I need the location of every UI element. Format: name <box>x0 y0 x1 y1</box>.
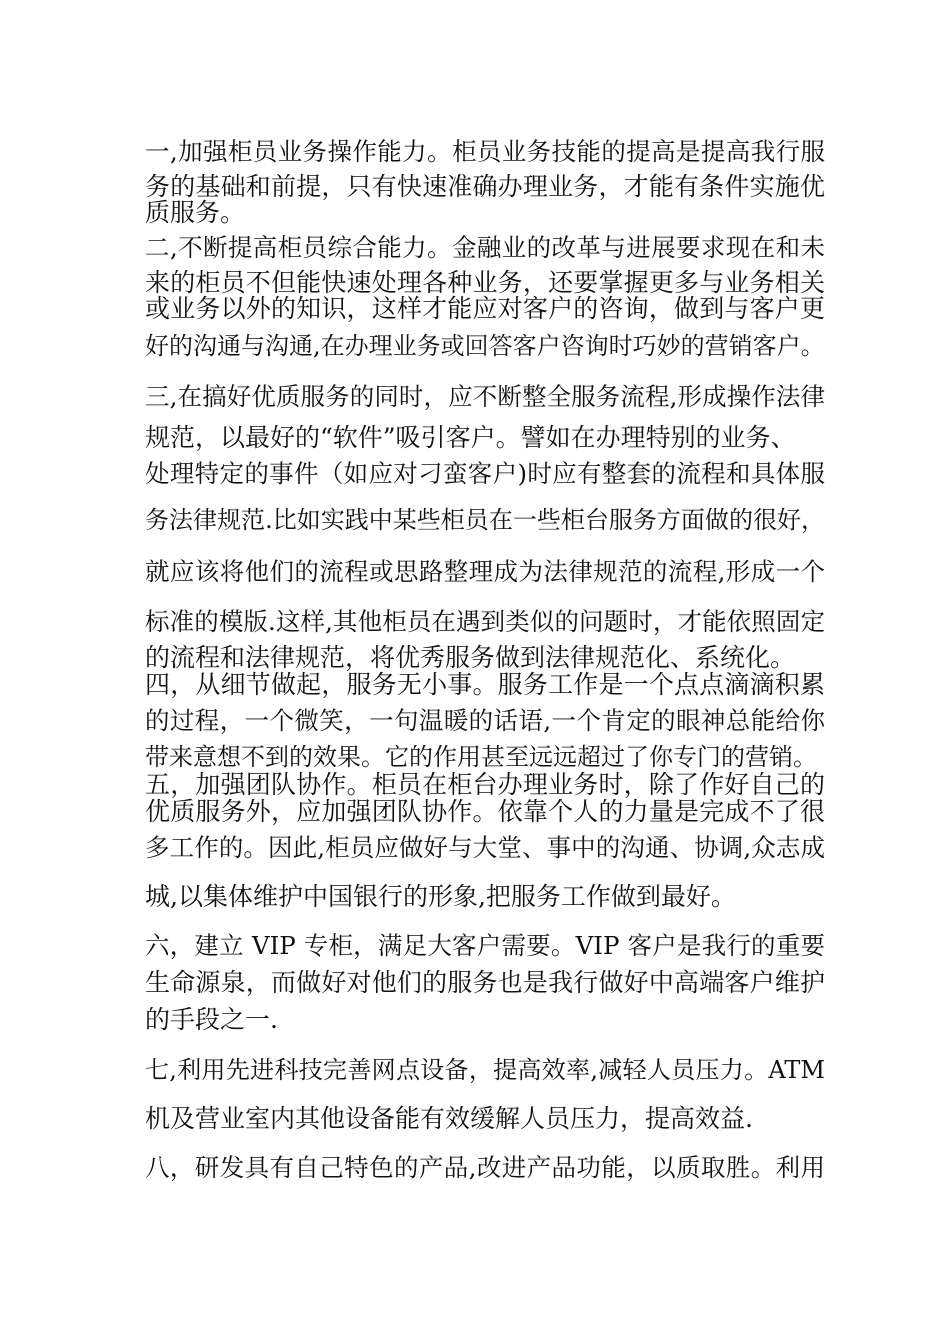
text-line: 的手段之一. <box>145 1005 278 1034</box>
text-line: 三,在搞好优质服务的同时，应不断整全服务流程,形成操作法律 <box>145 382 825 411</box>
text-line: 五，加强团队协作。柜员在柜台办理业务时，除了作好自己的 <box>145 770 825 799</box>
text-line: 处理特定的事件（如应对刁蛮客户)时应有整套的流程和具体服 <box>145 459 825 488</box>
text-line: 二,不断提高柜员综合能力。金融业的改革与进展要求现在和未 <box>145 233 825 262</box>
text-line: 带来意想不到的效果。它的作用甚至远远超过了你专门的营销。 <box>145 743 817 771</box>
text-line: 好的沟通与沟通,在办理业务或回答客户咨询时巧妙的营销客户。 <box>145 332 825 360</box>
text-line: 规范，以最好的“软件”吸引客户。譬如在办理特别的业务、 <box>145 423 796 452</box>
text-line: 标准的模版.这样,其他柜员在遇到类似的问题时，才能依照固定 <box>145 607 825 636</box>
text-line: 或业务以外的知识，这样才能应对客户的咨询，做到与客户更 <box>145 294 825 323</box>
text-line: 八，研发具有自己特色的产品,改进产品功能，以质取胜。利用 <box>145 1153 825 1182</box>
text-line: 务法律规范.比如实践中某些柜员在一些柜台服务方面做的很好， <box>145 506 825 534</box>
text-line: 七,利用先进科技完善网点设备，提高效率,减轻人员压力。ATM <box>145 1056 825 1084</box>
text-line: 一,加强柜员业务操作能力。柜员业务技能的提高是提高我行服 <box>145 137 825 166</box>
text-line: 生命源泉，而做好对他们的服务也是我行做好中高端客户维护 <box>145 968 825 997</box>
text-line: 城,以集体维护中国银行的形象,把服务工作做到最好。 <box>145 882 736 911</box>
text-line: 务的基础和前提，只有快速准确办理业务，才能有条件实施优 <box>145 172 825 201</box>
text-line: 四，从细节做起，服务无小事。服务工作是一个点点滴滴积累 <box>145 670 825 699</box>
text-line: 质服务。 <box>145 198 246 227</box>
text-line: 的流程和法律规范，将优秀服务做到法律规范化、系统化。 <box>145 643 796 672</box>
text-line: 来的柜员不但能快速处理各种业务，还要掌握更多与业务相关 <box>145 268 825 297</box>
text-line: 优质服务外，应加强团队协作。依靠个人的力量是完成不了很 <box>145 797 825 826</box>
text-line: 就应该将他们的流程或思路整理成为法律规范的流程,形成一个 <box>145 557 825 586</box>
text-line: 机及营业室内其他设备能有效缓解人员压力，提高效益. <box>145 1104 753 1133</box>
text-line: 的过程，一个微笑，一句温暖的话语,一个肯定的眼神总能给你 <box>145 706 825 735</box>
text-line: 多工作的。因此,柜员应做好与大堂、事中的沟通、协调,众志成 <box>145 833 825 862</box>
text-line: 六，建立 VIP 专柜，满足大客户需要。VIP 客户是我行的重要 <box>145 931 825 960</box>
